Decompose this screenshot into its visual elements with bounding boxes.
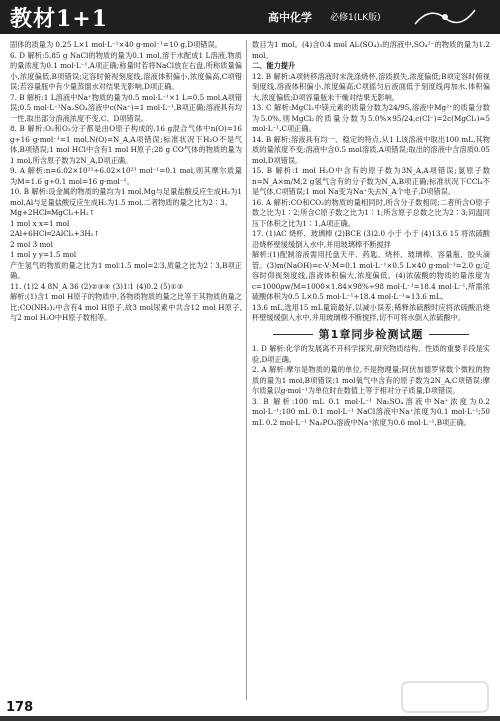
answer-paragraph: 解析:(1)配制溶液需用托盘天平、药匙、烧杯、玻璃棒、容量瓶、胶头滴管。(3)m(NaOH)=c·V·M=0.1 mol·L⁻¹×0.5 L×40 g·mol⁻¹=2.0 g;定容时仰视刻度线,溶液体积偏大,浓度偏低。(4)浓硫酸的物质的量浓度为c=1000ρw/M=1000×1.84×98%÷98 mol·L⁻¹=18.4 mol·L⁻¹,所需浓硫酸体积为0.5 L×0.5 mol·L⁻¹÷18.4 mol·L⁻¹≈13.6 mL。	[252, 250, 490, 301]
watermark-stamp-icon	[400, 680, 490, 714]
column-divider	[246, 40, 247, 700]
answer-paragraph: 10. B 解析:设金属的物质的量均为1 mol,Mg与足量盐酸反应生成H₂为1 mol,Al与足量盐酸反应生成H₂为1.5 mol,二者物质的量之比为2∶3。	[10, 187, 242, 207]
answer-paragraph: 12. B 解析:A项转移溶液时未洗涤烧杯,溶质损失,浓度偏低;B项定容时俯视刻度线,溶液体积偏小,浓度偏高;C项摇匀后液面低于刻度线再加水,体积偏大,浓度偏低;D项容量瓶未干燥对结果无影响。	[252, 71, 490, 102]
equation-line: 1 mol x x=1 mol	[10, 218, 70, 228]
answer-paragraph: 11. (1)2 4 8N_A 36 (2)②③④ (3)1∶1 (4)0.2 (5)①③	[10, 281, 184, 291]
right-column	[252, 40, 490, 428]
section-title: 第1章同步检测试题	[252, 330, 490, 341]
answer-paragraph: 16. A 解析:CO和CO₂的物质的量相同时,所含分子数相同;二者所含O原子数之比为1∶2;所含C原子数之比为1∶1;所含原子总数之比为2∶3;同温同压下体积之比为1∶1,A项正确。	[252, 197, 490, 228]
answer-paragraph: 13.6 mL,选用15 mL量筒最好,以减小误差;稀释浓硫酸时应将浓硫酸沿烧杯壁缓缓倒入水中,并用玻璃棒不断搅拌,切不可将水倒入浓硫酸中。	[252, 302, 490, 322]
decorative-ornament-icon	[410, 4, 480, 30]
equation-line: 2 mol 3 mol	[10, 239, 53, 249]
answer-paragraph: 固体的质量为 0.25 L×1 mol·L⁻¹×40 g·mol⁻¹=10 g,D项错误。	[10, 40, 222, 49]
answer-paragraph: 13. C 解析:MgCl₂中镁元素的质量分数为24/95,溶液中Mg²⁺的质量分数为5.0%,则MgCl₂的质量分数为5.0%×95/24,c(Cl⁻)=2c(MgCl₂)≈5 mol·L⁻¹,C项正确。	[252, 103, 490, 133]
page-header	[0, 0, 500, 34]
answer-paragraph: 8. B 解析:O₂和O₃分子都是由O原子构成的,16 g混合气体中n(O)=16 g÷16 g·mol⁻¹=1 mol,N(O)=N_A,A项错误;标准状况下H₂O不是气体,B项错误;1 mol HCl中含有1 mol H原子;28 g CO气体的物质的量为1 mol,所含原子数为2N_A,D项正确。	[10, 124, 242, 165]
equation-line: Mg+2HCl═MgCl₂+H₂↑	[10, 208, 95, 217]
answer-paragraph: 解析:(1)含1 mol H原子的物质中,各物质物质的量之比等于其物质的量之比;CO(NH₂)₂中含有4 mol H原子,故3 mol尿素中共含12 mol H原子,与2 mol H₂O中H原子数相等。	[10, 292, 242, 322]
equation-line: 1 mol y y=1.5 mol	[10, 250, 77, 259]
answer-paragraph: 产生氢气的物质的量之比为1 mol∶1.5 mol=2∶3,质量之比为2∶3,B项正确。	[10, 260, 242, 280]
answer-paragraph: 1. D 解析:化学的发展离不开科学探究,研究物质结构、性质的重要手段是实验,D项正确。	[252, 344, 490, 364]
answer-paragraph: 9. A 解析:n=6.02×10²²÷6.02×10²³ mol⁻¹=0.1 mol,则其摩尔质量为M=1.6 g÷0.1 mol=16 g·mol⁻¹。	[10, 166, 242, 186]
footer-bar	[0, 716, 500, 721]
book-logo: 教材1+1	[10, 6, 109, 32]
answer-paragraph: 6. D 解析:5.85 g NaCl的物质的量为0.1 mol,溶于水配成1 L溶液,物质的量浓度为0.1 mol·L⁻¹,A项正确;称量时若将NaCl放在右盘,所称质量偏小,浓度偏低,B项错误;定容时俯视刻度线,溶液体积偏小,浓度偏高,C项错误;若容量瓶中有少量蒸馏水对结果无影响,D项正确。	[10, 50, 242, 91]
section-subheading: 二、能力提升	[252, 61, 296, 70]
answer-paragraph: 15. B 解析:1 mol H₂O中含有的原子数为3N_A,A项错误;氯原子数n=N_A×m/M,2 g氢气含有的分子数为N_A,B项正确;标准状况下CCl₄不是气体,C项错误;1 mol Na变为Na⁺失去N_A个电子,D项错误。	[252, 166, 490, 196]
equation-line: 2Al+6HCl═2AlCl₃+3H₂↑	[10, 229, 100, 238]
answer-paragraph: 数目为1 mol。(4)含0.4 mol Al₂(SO₄)₃的溶液中,SO₄²⁻的物质的量为1.2 mol。	[252, 40, 490, 60]
answer-paragraph: 3. B 解析:100 mL 0.1 mol·L⁻¹ Na₂SO₄溶液中Na⁺浓度为0.2 mol·L⁻¹;100 mL 0.1 mol·L⁻¹ NaCl溶液中Na⁺浓度为0.1 mol·L⁻¹;50 mL 0.2 mol·L⁻¹ Na₃PO₄溶液中Na⁺浓度为0.6 mol·L⁻¹,B项正确。	[252, 396, 490, 427]
answer-paragraph: 2. A 解析:摩尔是物质的量的单位,不是物理量;阿伏加德罗常数个微粒的物质的量为1 mol,B项错误;1 mol氧气中含有的原子数为2N_A,C项错误;摩尔质量以g·mol⁻¹为单位时在数值上等于相对分子质量,D项错误。	[252, 365, 490, 395]
left-column	[10, 40, 242, 324]
edition-label: 必修1(LK版)	[330, 13, 381, 23]
answer-paragraph: 14. B 解析:溶液具有均一、稳定的特点,从1 L该溶液中取出100 mL,其物质的量浓度不变;溶液中含0.5 mol溶质,A项错误;取出的溶液中含溶质0.05 mol,D项错误。	[252, 134, 490, 165]
page-number: 178	[6, 700, 34, 715]
answer-paragraph: 7. B 解析:1 L溶液中Na⁺物质的量为0.5 mol·L⁻¹×1 L=0.5 mol,A项错误;0.5 mol·L⁻¹Na₂SO₄溶液中c(Na⁺)=1 mol·L⁻¹,B项正确;溶液具有均一性,取出部分溶液浓度不变,C、D项错误。	[10, 92, 242, 123]
answer-paragraph: 17. (1)AC 烧杯、玻璃棒 (2)BCE (3)2.0 小于 小于 (4)13.6 15 将浓硫酸沿烧杯壁缓缓倒入水中,并用玻璃棒不断搅拌	[252, 229, 490, 249]
subject-label: 高中化学	[268, 11, 312, 24]
